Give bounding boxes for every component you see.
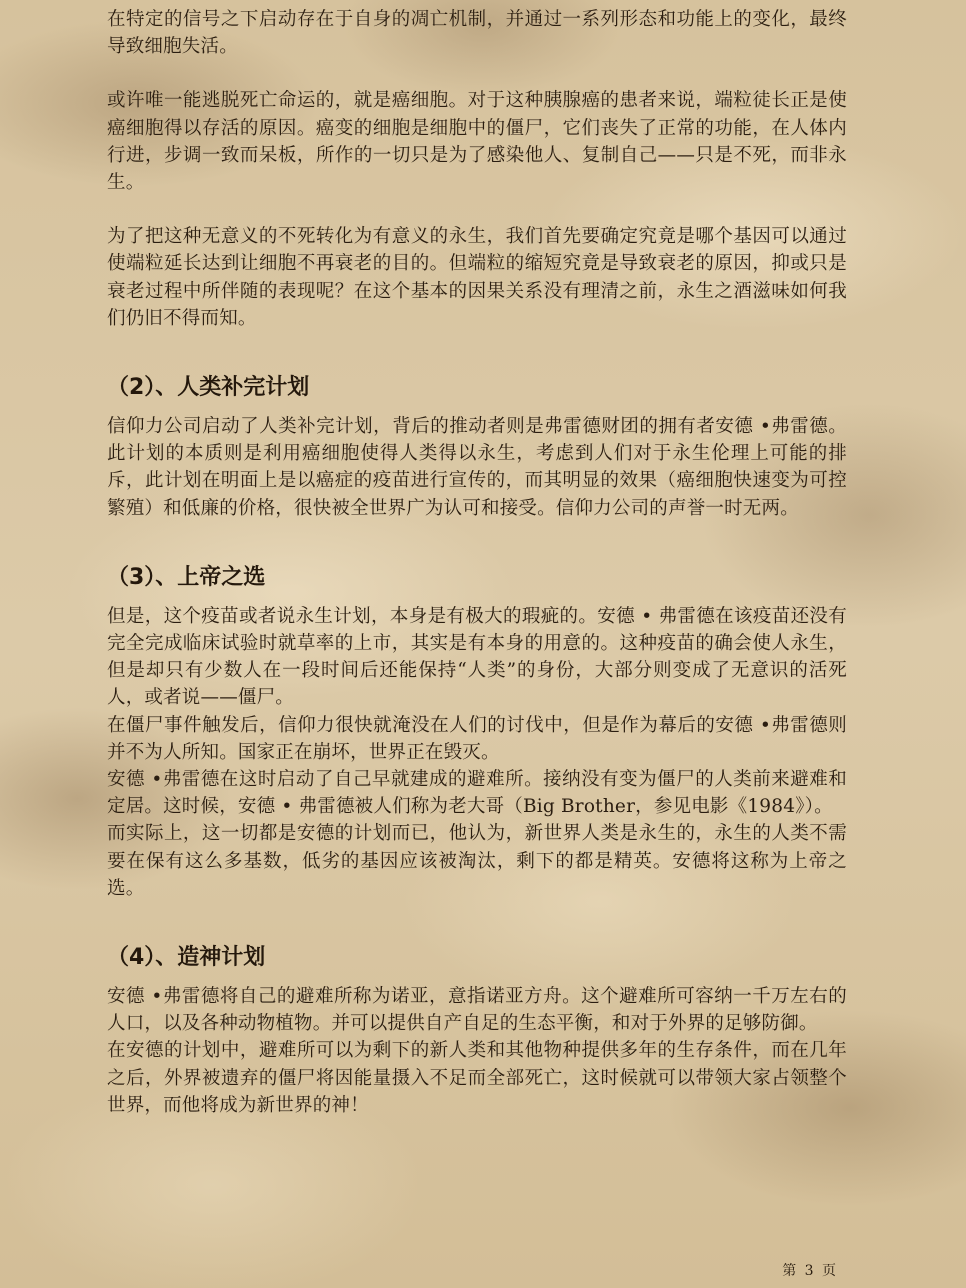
paragraph-gap: [107, 902, 847, 929]
paragraph-gap: [107, 196, 847, 223]
section-4-paragraph-1: 安德 •弗雷德将自己的避难所称为诺亚，意指诺亚方舟。这个避难所可容纳一千万左右的人口，以及各种动物植物。并可以提供自产自足的生态平衡，和对于外界的足够防御。: [107, 986, 847, 1035]
section-2-paragraph-1: 信仰力公司启动了人类补完计划，背后的推动者则是弗雷德财团的拥有者安德 •弗雷德。此计划的本质则是利用癌细胞使得人类得以永生，考虑到人们对于永生伦理上可能的排斥，此计划在明面上是以癌症的疫苗进行宣传的，而其明显的效果（癌细胞快速变为可控繁殖）和低廉的价格，很快被全世界广为认可和接受。信仰力公司的声誉一时无两。: [107, 416, 847, 519]
paragraph-gap: [107, 60, 847, 87]
paragraph-gap: [107, 522, 847, 549]
page-number: 第 3 页: [782, 1263, 838, 1279]
paragraph-gap: [107, 332, 847, 359]
document-page: [107, 6, 847, 1119]
section-2-heading: （2）、人类补完计划: [107, 375, 310, 401]
section-3-paragraph-4: 而实际上，这一切都是安德的计划而已，他认为，新世界人类是永生的，永生的人类不需要在保有这么多基数，低劣的基因应该被淘汰，剩下的都是精英。安德将这称为上帝之选。: [107, 823, 847, 899]
intro-paragraph-2: 或许唯一能逃脱死亡命运的，就是癌细胞。对于这种胰腺癌的患者来说，端粒徒长正是使癌细胞得以存活的原因。癌变的细胞是细胞中的僵尸，它们丧失了正常的功能，在人体内行进，步调一致而呆板，所作的一切只是为了感染他人、复制自己——只是不死，而非永生。: [107, 90, 847, 194]
section-3-paragraph-2: 在僵尸事件触发后，信仰力很快就淹没在人们的讨伐中，但是作为幕后的安德 •弗雷德则并不为人所知。国家正在崩坏，世界正在毁灭。: [107, 714, 847, 763]
section-4-paragraph-2: 在安德的计划中，避难所可以为剩下的新人类和其他物种提供多年的生存条件，而在几年之后，外界被遗弃的僵尸将因能量摄入不足而全部死亡，这时候就可以带领大家占领整个世界，而他将成为新世界的神！: [107, 1040, 847, 1116]
intro-paragraph-3: 为了把这种无意义的不死转化为有意义的永生，我们首先要确定究竟是哪个基因可以通过使端粒延长达到让细胞不再衰老的目的。但端粒的缩短究竟是导致衰老的原因，抑或只是衰老过程中所伴随的表现呢？在这个基本的因果关系没有理清之前，永生之酒滋味如何我们仍旧不得而知。: [107, 226, 847, 329]
intro-paragraph-1: 在特定的信号之下启动存在于自身的凋亡机制，并通过一系列形态和功能上的变化，最终导致细胞失活。: [107, 9, 847, 58]
section-4-heading: （4）、造神计划: [107, 945, 266, 971]
section-3-paragraph-1: 但是，这个疫苗或者说永生计划，本身是有极大的瑕疵的。安德 • 弗雷德在该疫苗还没有完全完成临床试验时就草率的上市，其实是有本身的用意的。这种疫苗的确会使人永生，但是却只有少数人在一段时间后还能保持“人类”的身份，大部分则变成了无意识的活死人，或者说——僵尸。: [107, 605, 848, 709]
section-3-paragraph-3: 安德 •弗雷德在这时启动了自己早就建成的避难所。接纳没有变为僵尸的人类前来避难和定居。这时候，安德 • 弗雷德被人们称为老大哥（Big Brother，参见电影《1984》）。: [107, 769, 847, 818]
section-3-heading: （3）、上帝之选: [107, 564, 266, 590]
